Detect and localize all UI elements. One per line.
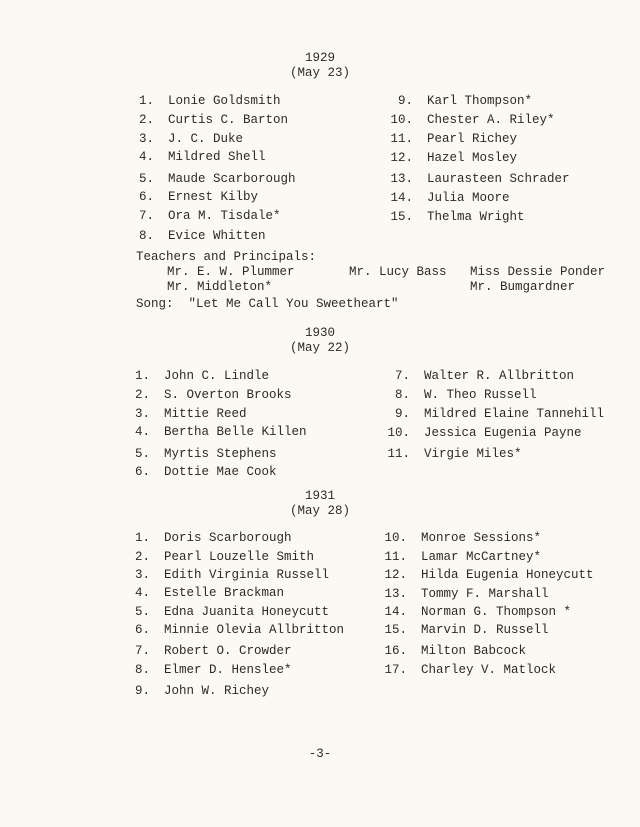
teacher-name: Mr. E. W. Plummer <box>167 265 295 279</box>
list-item <box>120 407 247 421</box>
list-item <box>124 150 266 164</box>
item-name: J. C. Duke <box>168 132 244 146</box>
item-number: 14. <box>390 191 413 205</box>
item-name: Myrtis Stephens <box>164 447 277 461</box>
section-date: (May 28) <box>289 504 350 518</box>
section-year: 1931 <box>304 489 335 503</box>
item-number: 10. <box>387 426 410 440</box>
item-name: Minnie Olevia Allbritton <box>164 623 345 637</box>
item-number: 12. <box>384 568 407 582</box>
item-number: 11. <box>387 447 410 461</box>
list-item <box>120 586 284 600</box>
section-year: 1930 <box>304 326 335 340</box>
section-date: (May 23) <box>289 66 350 80</box>
list-item <box>383 172 570 186</box>
list-item <box>380 447 522 461</box>
item-name: S. Overton Brooks <box>164 388 292 402</box>
list-item <box>120 644 292 658</box>
item-number: 2. <box>138 113 154 127</box>
list-item <box>120 568 329 582</box>
item-name: Curtis C. Barton <box>168 113 289 127</box>
section-1929-header <box>0 51 640 81</box>
item-name: Lamar McCartney* <box>421 550 542 564</box>
page-number: -3- <box>308 747 332 761</box>
item-number: 4. <box>134 586 150 600</box>
teacher-name: Mr. Middleton* <box>167 280 273 294</box>
item-name: Tommy F. Marshall <box>421 587 549 601</box>
list-item <box>383 210 525 224</box>
item-number: 3. <box>138 132 154 146</box>
item-number: 11. <box>384 550 407 564</box>
item-number: 12. <box>390 151 413 165</box>
item-number: 14. <box>384 605 407 619</box>
item-number: 11. <box>390 132 413 146</box>
section-1930-header <box>0 326 640 356</box>
item-name: Mittie Reed <box>164 407 247 421</box>
item-name: Thelma Wright <box>427 210 525 224</box>
item-name: Edith Virginia Russell <box>164 568 330 582</box>
item-name: Doris Scarborough <box>164 531 292 545</box>
item-number: 1. <box>138 94 154 108</box>
item-name: W. Theo Russell <box>424 388 537 402</box>
item-number: 10. <box>384 531 407 545</box>
item-name: Hilda Eugenia Honeycutt <box>421 568 594 582</box>
item-number: 8. <box>394 388 410 402</box>
item-name: Maude Scarborough <box>168 172 296 186</box>
list-item <box>383 113 555 127</box>
item-number: 16. <box>384 644 407 658</box>
item-name: Ora M. Tisdale* <box>168 209 281 223</box>
item-name: Robert O. Crowder <box>164 644 292 658</box>
list-item <box>120 550 314 564</box>
list-item <box>120 531 292 545</box>
item-number: 5. <box>134 447 150 461</box>
list-item <box>377 663 556 677</box>
item-name: Pearl Richey <box>427 132 518 146</box>
item-name: Milton Babcock <box>421 644 527 658</box>
item-name: Bertha Belle Killen <box>164 425 307 439</box>
item-number: 15. <box>384 623 407 637</box>
item-number: 13. <box>384 587 407 601</box>
list-item <box>124 132 243 146</box>
list-item <box>120 663 292 677</box>
list-item <box>377 644 526 658</box>
item-number: 17. <box>384 663 407 677</box>
list-item <box>383 132 517 146</box>
item-number: 7. <box>394 369 410 383</box>
item-number: 6. <box>134 623 150 637</box>
list-item <box>377 623 549 637</box>
item-number: 2. <box>134 550 150 564</box>
item-number: 7. <box>134 644 150 658</box>
item-number: 7. <box>138 209 154 223</box>
item-name: Estelle Brackman <box>164 586 285 600</box>
list-item <box>120 447 277 461</box>
list-item <box>380 407 604 421</box>
item-name: Pearl Louzelle Smith <box>164 550 315 564</box>
item-name: John W. Richey <box>164 684 270 698</box>
list-item <box>120 605 329 619</box>
song-line: Song: "Let Me Call You Sweetheart" <box>136 297 399 311</box>
list-item <box>120 623 344 637</box>
list-item <box>383 94 532 108</box>
item-number: 1. <box>134 369 150 383</box>
section-year: 1929 <box>304 51 335 65</box>
teachers-label: Teachers and Principals: <box>136 250 317 264</box>
list-item <box>124 94 281 108</box>
list-item <box>380 426 582 440</box>
item-name: Marvin D. Russell <box>421 623 549 637</box>
item-number: 1. <box>134 531 150 545</box>
item-number: 5. <box>138 172 154 186</box>
item-number: 4. <box>138 150 154 164</box>
section-1931-header <box>0 489 640 519</box>
item-name: Dottie Mae Cook <box>164 465 277 479</box>
list-item <box>124 113 288 127</box>
list-item <box>124 190 258 204</box>
list-item <box>124 209 281 223</box>
list-item <box>380 369 574 383</box>
list-item <box>383 191 510 205</box>
item-number: 15. <box>390 210 413 224</box>
item-name: Norman G. Thompson * <box>421 605 572 619</box>
item-name: Julia Moore <box>427 191 510 205</box>
list-item <box>120 388 292 402</box>
item-number: 8. <box>134 663 150 677</box>
list-item <box>120 369 269 383</box>
item-number: 13. <box>390 172 413 186</box>
item-name: Walter R. Allbritton <box>424 369 575 383</box>
list-item <box>377 550 541 564</box>
list-item <box>124 229 266 243</box>
item-number: 6. <box>138 190 154 204</box>
list-item <box>120 425 307 439</box>
item-name: Ernest Kilby <box>168 190 259 204</box>
list-item <box>120 465 277 479</box>
teacher-name: Miss Dessie Ponder <box>470 265 606 279</box>
item-number: 3. <box>134 407 150 421</box>
list-item <box>377 587 549 601</box>
list-item <box>377 531 541 545</box>
item-name: Mildred Shell <box>168 150 266 164</box>
item-name: Elmer D. Henslee* <box>164 663 292 677</box>
item-name: Mildred Elaine Tannehill <box>424 407 605 421</box>
item-name: Edna Juanita Honeycutt <box>164 605 330 619</box>
item-name: Karl Thompson* <box>427 94 533 108</box>
item-name: Chester A. Riley* <box>427 113 555 127</box>
item-number: 9. <box>394 407 410 421</box>
list-item <box>124 172 296 186</box>
item-number: 9. <box>397 94 413 108</box>
item-number: 6. <box>134 465 150 479</box>
item-name: Evice Whitten <box>168 229 266 243</box>
item-name: Charley V. Matlock <box>421 663 557 677</box>
list-item <box>377 605 571 619</box>
list-item <box>383 151 517 165</box>
item-number: 3. <box>134 568 150 582</box>
item-number: 10. <box>390 113 413 127</box>
list-item <box>380 388 537 402</box>
teacher-name: Mr. Bumgardner <box>470 280 576 294</box>
item-name: Hazel Mosley <box>427 151 518 165</box>
item-name: Jessica Eugenia Payne <box>424 426 582 440</box>
item-number: 4. <box>134 425 150 439</box>
item-name: John C. Lindle <box>164 369 270 383</box>
item-number: 2. <box>134 388 150 402</box>
list-item <box>377 568 594 582</box>
list-item <box>120 684 269 698</box>
item-number: 5. <box>134 605 150 619</box>
teacher-name: Mr. Lucy Bass <box>349 265 447 279</box>
item-name: Monroe Sessions* <box>421 531 542 545</box>
section-date: (May 22) <box>289 341 350 355</box>
item-name: Laurasteen Schrader <box>427 172 570 186</box>
item-name: Virgie Miles* <box>424 447 522 461</box>
item-name: Lonie Goldsmith <box>168 94 281 108</box>
item-number: 9. <box>134 684 150 698</box>
item-number: 8. <box>138 229 154 243</box>
